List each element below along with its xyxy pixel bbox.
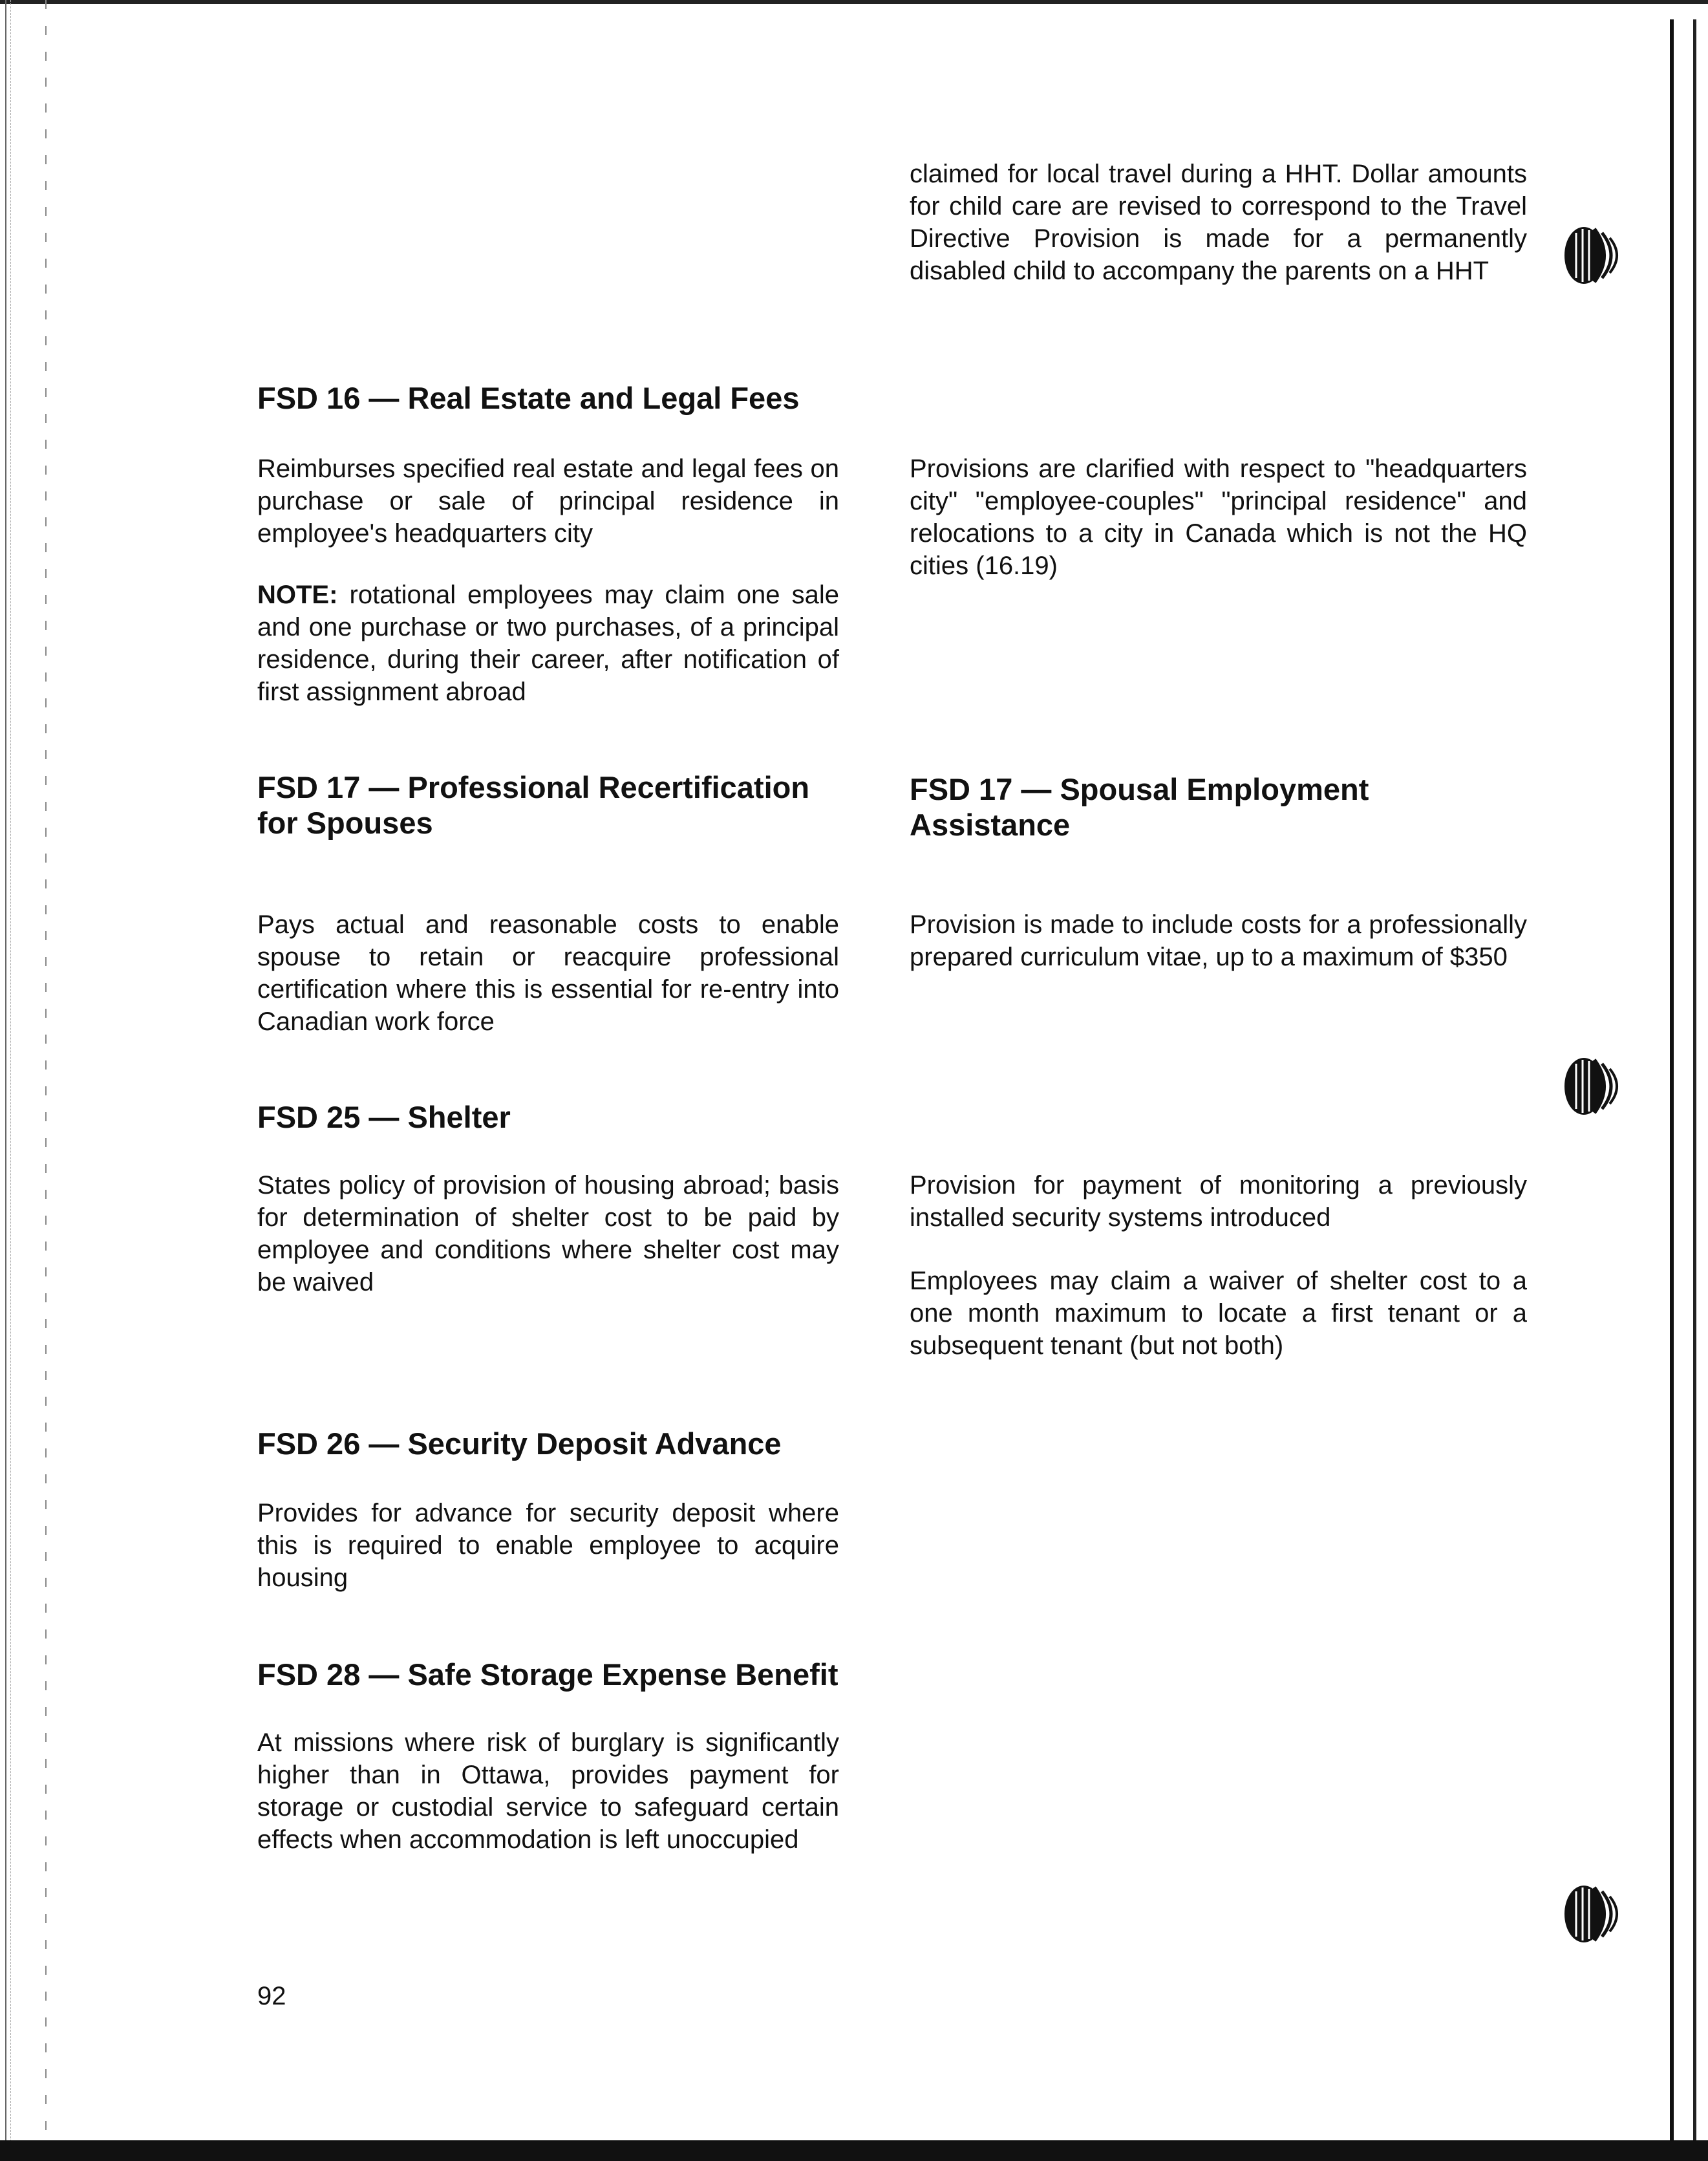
section-heading-fsd16: FSD 16 — Real Estate and Legal Fees (257, 381, 800, 415)
binder-hole-icon (1557, 220, 1628, 291)
fsd28-description: At missions where risk of burglary is significantly higher than in Ottawa, provides payment for storage or custodial service to safeguard certain effects when accommodation is left unoccupied (257, 1728, 839, 1854)
fsd25-description: States policy of provision of housing abroad; basis for determination of shelter cost to be paid by employee and conditions where shelter cost may be waived (257, 1171, 839, 1296)
page-top-edge (0, 0, 1708, 4)
fsd17-spousal-employment-description: Provision is made to include costs for a professionally prepared curriculum vitae, up to a maximum of $350 (910, 910, 1527, 971)
fsd25-amendment-waiver: Employees may claim a waiver of shelter cost to a one month maximum to locate a first tenant or a subsequent tenant (but not both) (910, 1267, 1527, 1360)
section-heading-fsd17-spousal-employment: FSD 17 — Spousal Employment Assistance (910, 772, 1369, 842)
page-bottom-edge (0, 2140, 1708, 2161)
page-left-shadow (45, 0, 47, 2161)
fsd17-recertification-description: Pays actual and reasonable costs to enable spouse to retain or reacquire professional certification where this is essential for re-entry into Canadian work force (257, 910, 839, 1036)
page-left-edge (5, 0, 11, 2161)
fsd16-amendment: Provisions are clarified with respect to "headquarters city" "employee-couples" "principal residence" and relocations to a city in Canada which is not the HQ cities (16.19) (910, 455, 1527, 580)
section-heading-fsd17-recertification: FSD 17 — Professional Recertification for Spouses (257, 770, 810, 840)
fsd26-description: Provides for advance for security deposit where this is required to enable employee to acquire housing (257, 1499, 839, 1592)
fsd25-amendment-monitoring: Provision for payment of monitoring a previously installed security systems introduced (910, 1171, 1527, 1232)
fsd16-description: Reimburses specified real estate and legal fees on purchase or sale of principal residence in employee's headquarters city (257, 455, 839, 548)
note-text: rotational employees may claim one sale and one purchase or two purchases, of a principal residence, during their career, after notification of first assignment abroad (257, 581, 839, 706)
page-number: 92 (257, 1982, 286, 2010)
page-right-edge (1670, 19, 1696, 2160)
fsd16-note (257, 579, 839, 708)
continuation-paragraph: claimed for local travel during a HHT. Dollar amounts for child care are revised to correspond to the Travel Directive Provision is made for a permanently disabled child to accompany the parents on a HHT (910, 160, 1527, 285)
binder-hole-icon (1557, 1878, 1628, 1950)
note-label: NOTE: (257, 581, 338, 609)
section-heading-fsd25: FSD 25 — Shelter (257, 1100, 511, 1134)
binder-hole-icon (1557, 1051, 1628, 1122)
section-heading-fsd28: FSD 28 — Safe Storage Expense Benefit (257, 1657, 838, 1692)
section-heading-fsd26: FSD 26 — Security Deposit Advance (257, 1426, 782, 1461)
